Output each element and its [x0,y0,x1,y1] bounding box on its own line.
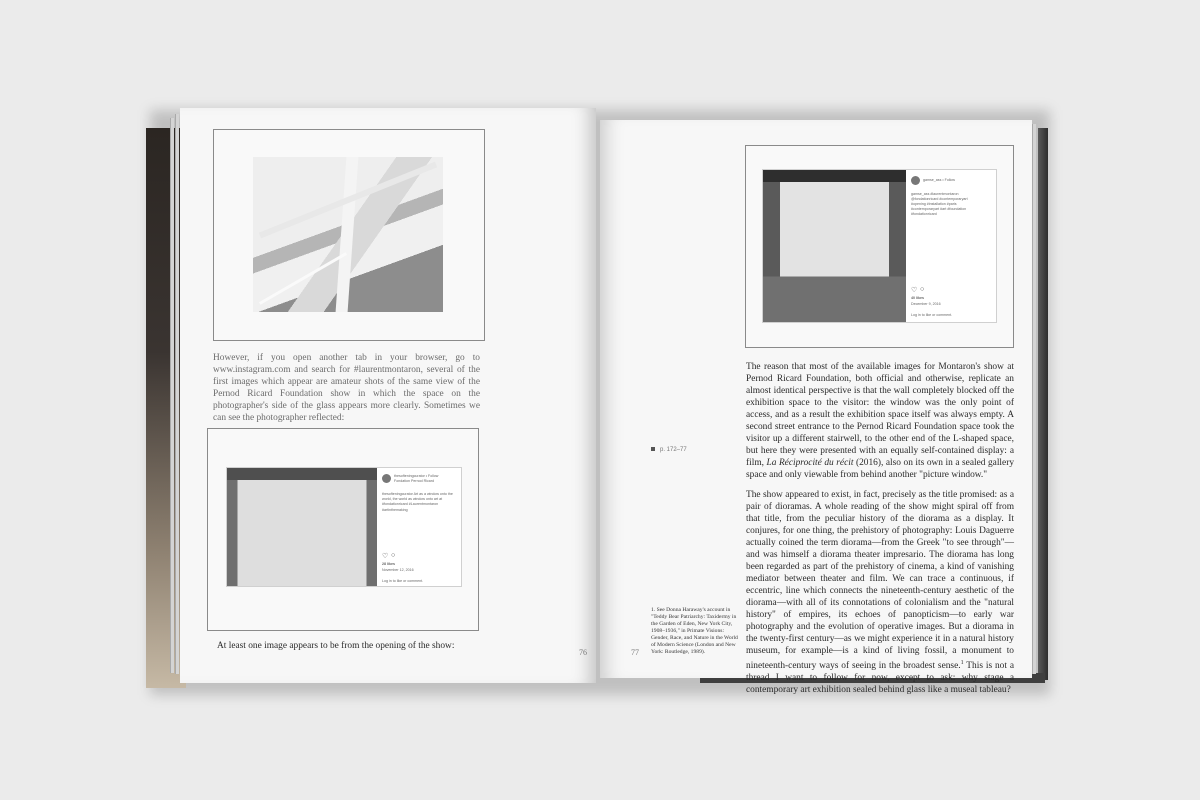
book-cover-edge-right [1038,128,1048,680]
footnote-marker: 1 [960,660,964,666]
bullet-icon [651,447,655,451]
post-date: December 9, 2016 [911,302,941,306]
post-likes: 28 likes [382,562,395,566]
page-stack [170,118,174,673]
post-username: gamse_ass • Follow [923,178,956,182]
post-location: Fondation Pernod Ricard [394,479,434,483]
post-caption: gamse_ass #laurentmontaron @fondationricard #contemporaryart #opening #installation #paris #contemporaryart #art #foundation #fondationricard [911,192,968,216]
footnote: 1. See Donna Haraway's account in "Teddy Bear Patriarchy: Taxidermy in the Garden of Eden, New York City, 1908–1936," in Primate Visions: Gender, Race, and Nature in the World of Modern Science (London and New York: Routledge, 1989). [651,607,738,655]
avatar [911,176,920,185]
page-number-left: 76 [579,648,587,657]
post-sidebar [377,468,461,586]
post-tags: #artinthemaking [382,508,408,512]
side-reference: p. 172–77 [651,447,687,453]
post-date: November 12, 2016 [382,568,414,572]
heart-icon: ♡ [382,553,389,560]
exhibition-photo [763,170,906,322]
post-username: thesofteningcurator • Follow [394,474,439,478]
post-sidebar [906,170,996,322]
page-stack [175,114,179,674]
gallery-room-photo [227,468,377,586]
avatar [382,474,391,483]
installation-photo [253,157,443,312]
post-caption: thesofteningcurator Art as a window onto the world, the world as window onto art at #fondationricard #Laurentmontaron [382,492,453,506]
left-caption: At least one image appears to be from the opening of the show: [217,641,455,651]
right-text [746,361,1014,704]
right-paragraph-1: The reason that most of the available images for Montaron's show at Pernod Ricard Foundation, both official and otherwise, replicate an almost identical perspective is that the wall completely blocked off the exhibition space to the visitor: the window was the only point of access, and as a result the exhibition space itself was always empty. A second street entrance to the Pernod Ricard Foundation space took the visitor up a different stairwell, to the other end of the L-shaped space, but here they were presented with an equally self-contained display: a film, La Réciprocité du récit (2016), also on its own in a sealed gallery space and only viewable from behind another "picture window." [746,362,1015,480]
film-title: La Réciprocité du récit [766,458,854,468]
instagram-post-left [226,467,462,587]
comment-icon: ○ [920,286,925,293]
post-login-prompt: Log in to like or comment. [382,579,424,583]
comment-icon: ○ [391,552,396,559]
left-paragraph: However, if you open another tab in your browser, go to www.instagram.com and search for #laurentmontaron, several of the first images which appear are amateur shots of the same view of the Pernod Ricard Foundation show in which the space on the photographer's side of the glass appears more clearly. Sometimes we can see the photographer reflected: [213,353,480,423]
page-number-right: 77 [631,648,639,657]
post-likes: 40 likes [911,296,924,300]
right-paragraph-2: The show appeared to exist, in fact, precisely as the title promised: as a pair of dioramas. A whole reading of the show might spiral off from that title, from the peculiar history of the diorama as a display. It conjures, for one thing, the prehistory of photography: Louis Daguerre actually coined the term diorama—from the Greek "to see through"—and was himself a diorama theater impresario. The diorama has long been regarded as part of the prehistory of cinema, a kind of vanishing mediator between theater and film. We can trace a continuous, if eccentric, line which connects the nineteenth-century aesthetic of the diorama—with all of its connotations of colonialism and the "natural history" of empires, its echoes of panopticism—to early war photography and the evolution of operative images. But a diorama in the twenty-first century—as we might experience it in a natural history museum, for example—is a kind of living fossil, a monument to nineteenth-century ways of seeing in the broadest sense.$^1$ This is not a thread I want to follow for now, except to ask: why stage a contemporary art exhibition sealed behind glass like a museal tableau? [746,490,1014,696]
instagram-post-right [762,169,997,323]
heart-icon: ♡ [911,287,918,294]
page-stack [1032,124,1036,674]
post-login-prompt: Log in to like or comment. [911,313,953,317]
